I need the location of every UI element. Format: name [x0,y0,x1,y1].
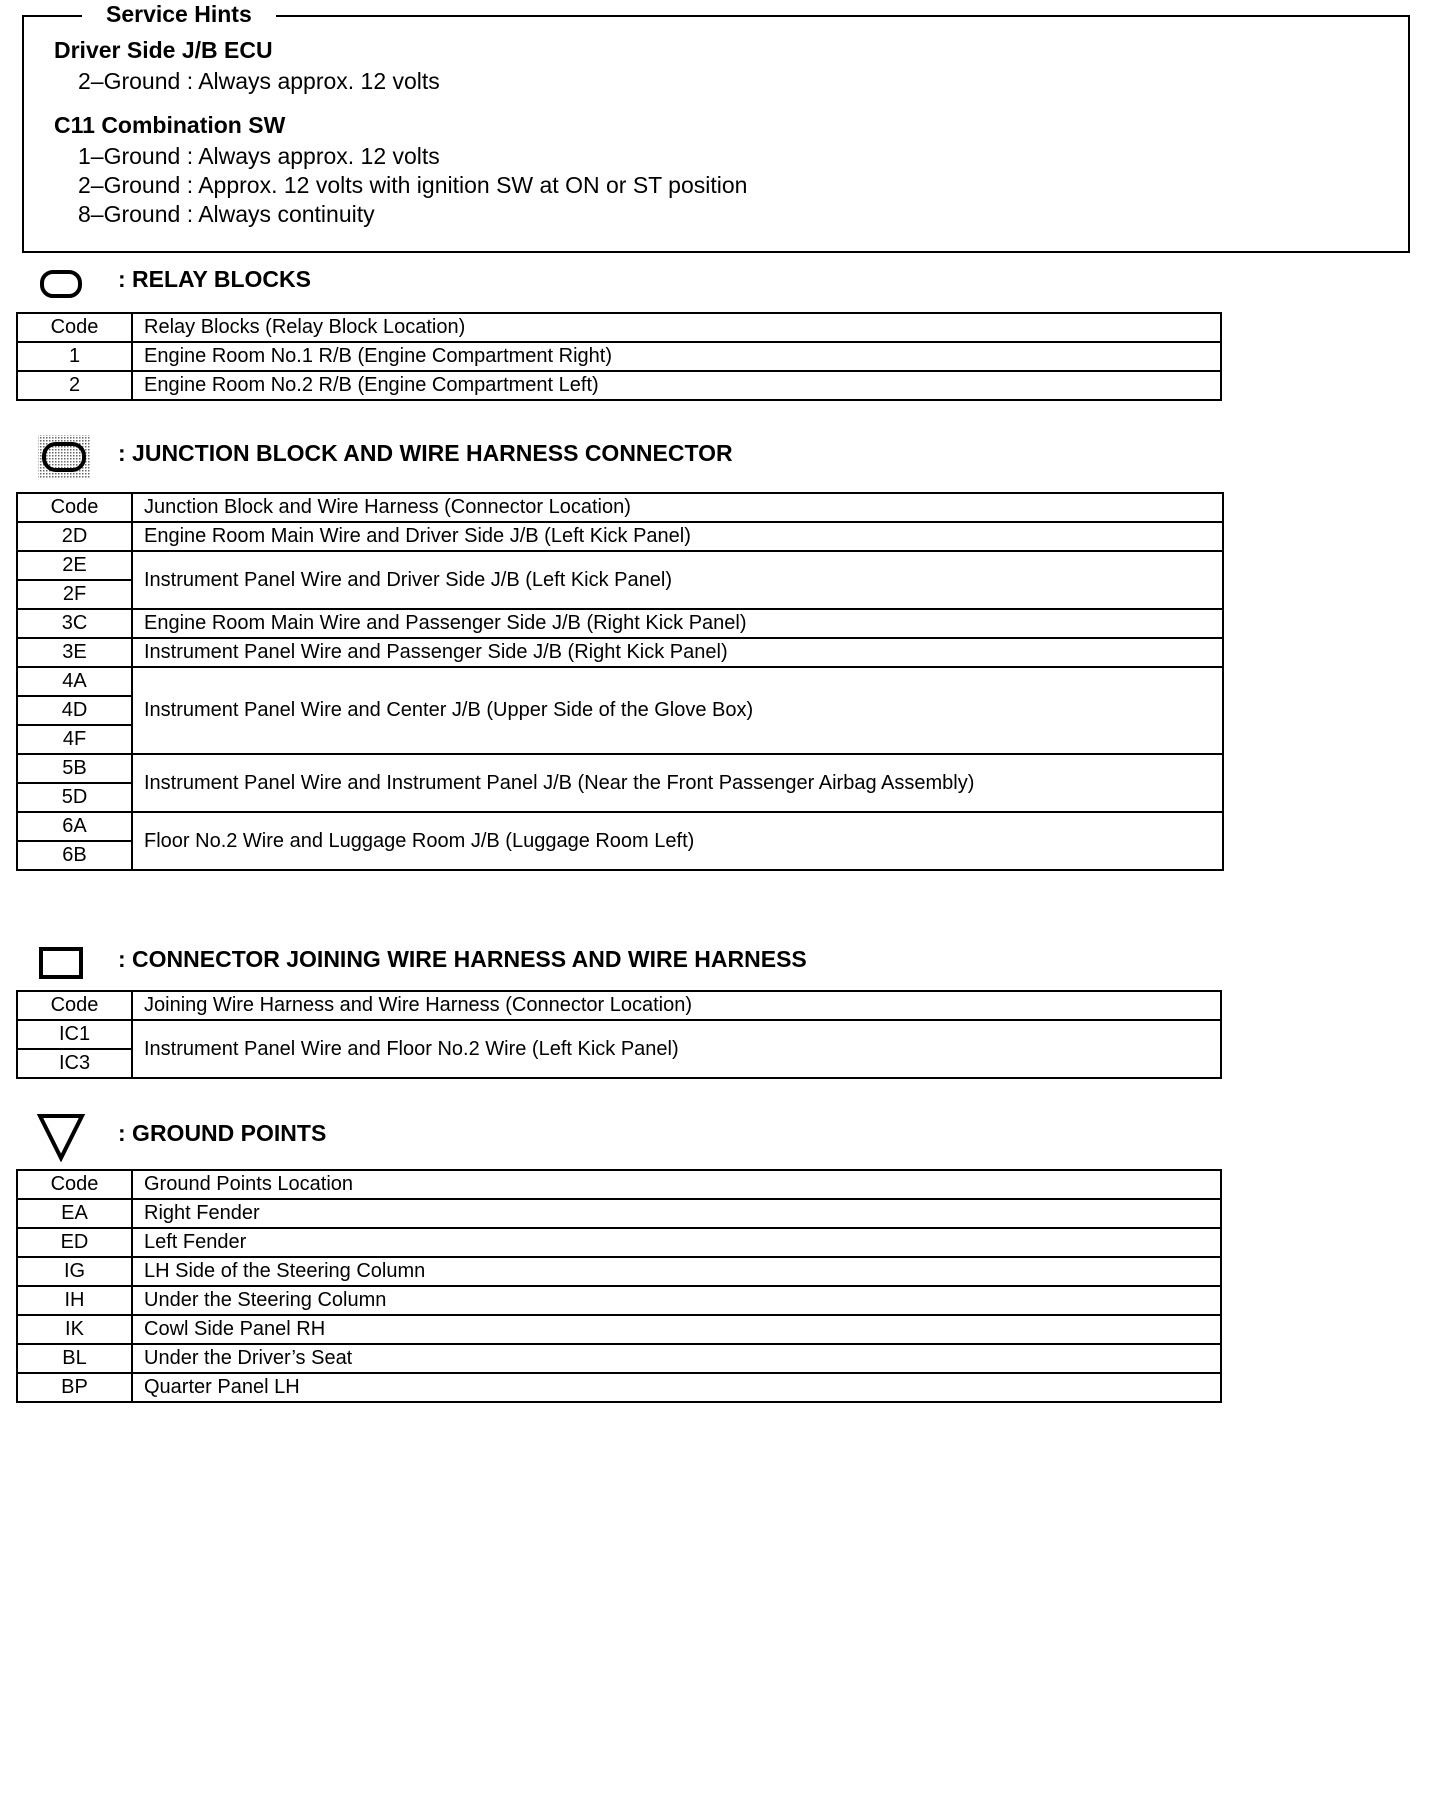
junction-block-title: : JUNCTION BLOCK AND WIRE HARNESS CONNECTOR [118,440,733,466]
header-code: Code [17,493,132,522]
header-description: Junction Block and Wire Harness (Connector Location) [132,493,1223,522]
code-cell: 2E [17,551,132,580]
table-header-row [17,313,1221,342]
description-cell: Engine Room Main Wire and Passenger Side J/B (Right Kick Panel) [132,609,1223,638]
table-header-row [17,1170,1221,1199]
code-cell: 3E [17,638,132,667]
table-row [17,1257,1221,1286]
hint-line: 2–Ground : Always approx. 12 volts [78,68,440,94]
code-cell: 5B [17,754,132,783]
table-row [17,754,1223,783]
connector-joining-table [16,990,1222,1079]
description-cell: Engine Room No.2 R/B (Engine Compartment Left) [132,371,1221,400]
description-cell: Floor No.2 Wire and Luggage Room J/B (Luggage Room Left) [132,812,1223,870]
code-cell: 5D [17,783,132,812]
code-cell: 3C [17,609,132,638]
down-triangle-icon [36,1112,86,1162]
description-cell: LH Side of the Steering Column [132,1257,1221,1286]
code-cell: IC1 [17,1020,132,1049]
description-cell: Engine Room No.1 R/B (Engine Compartment Right) [132,342,1221,371]
shaded-rounded-rect-icon [37,434,91,480]
code-cell: 4D [17,696,132,725]
table-row [17,371,1221,400]
table-row [17,1315,1221,1344]
table-header-row [17,493,1223,522]
table-row [17,1199,1221,1228]
code-cell: BP [17,1373,132,1402]
relay-blocks-table [16,312,1222,401]
header-description: Relay Blocks (Relay Block Location) [132,313,1221,342]
header-code: Code [17,313,132,342]
description-cell: Instrument Panel Wire and Floor No.2 Wire (Left Kick Panel) [132,1020,1221,1078]
code-cell: 4A [17,667,132,696]
table-row [17,812,1223,841]
square-icon [38,946,84,980]
table-row [17,342,1221,371]
description-cell: Right Fender [132,1199,1221,1228]
header-description: Joining Wire Harness and Wire Harness (Connector Location) [132,991,1221,1020]
table-row [17,551,1223,580]
ground-points-title: : GROUND POINTS [118,1120,327,1146]
description-cell: Instrument Panel Wire and Instrument Panel J/B (Near the Front Passenger Airbag Assembly) [132,754,1223,812]
description-cell: Cowl Side Panel RH [132,1315,1221,1344]
table-row [17,1373,1221,1402]
table-row [17,1344,1221,1373]
description-cell: Instrument Panel Wire and Center J/B (Upper Side of the Glove Box) [132,667,1223,754]
table-row [17,638,1223,667]
description-cell: Instrument Panel Wire and Passenger Side J/B (Right Kick Panel) [132,638,1223,667]
code-cell: 6B [17,841,132,870]
code-cell: EA [17,1199,132,1228]
junction-block-table [16,492,1224,871]
description-cell: Under the Steering Column [132,1286,1221,1315]
table-row [17,1286,1221,1315]
code-cell: 2D [17,522,132,551]
rounded-rect-icon [39,268,83,300]
code-cell: IC3 [17,1049,132,1078]
table-row [17,667,1223,696]
hint-heading-combination-sw: C11 Combination SW [54,112,286,138]
description-cell: Instrument Panel Wire and Driver Side J/B (Left Kick Panel) [132,551,1223,609]
connector-joining-title: : CONNECTOR JOINING WIRE HARNESS AND WIRE HARNESS [118,946,807,972]
header-code: Code [17,1170,132,1199]
code-cell: IK [17,1315,132,1344]
code-cell: 1 [17,342,132,371]
code-cell: IH [17,1286,132,1315]
description-cell: Left Fender [132,1228,1221,1257]
table-row [17,1020,1221,1049]
relay-blocks-title: : RELAY BLOCKS [118,266,311,292]
header-code: Code [17,991,132,1020]
description-cell: Under the Driver’s Seat [132,1344,1221,1373]
code-cell: BL [17,1344,132,1373]
code-cell: 2 [17,371,132,400]
hint-line: 8–Ground : Always continuity [78,201,375,227]
hint-line: 1–Ground : Always approx. 12 volts [78,143,440,169]
table-row [17,609,1223,638]
table-row [17,522,1223,551]
description-cell: Quarter Panel LH [132,1373,1221,1402]
description-cell: Engine Room Main Wire and Driver Side J/B (Left Kick Panel) [132,522,1223,551]
hint-heading-driver-side-jb-ecu: Driver Side J/B ECU [54,37,273,63]
header-description: Ground Points Location [132,1170,1221,1199]
code-cell: IG [17,1257,132,1286]
table-row [17,1228,1221,1257]
hint-line: 2–Ground : Approx. 12 volts with ignition SW at ON or ST position [78,172,748,198]
code-cell: 4F [17,725,132,754]
table-header-row [17,991,1221,1020]
code-cell: ED [17,1228,132,1257]
code-cell: 6A [17,812,132,841]
service-hints-title: Service Hints [82,0,276,28]
ground-points-table [16,1169,1222,1403]
code-cell: 2F [17,580,132,609]
